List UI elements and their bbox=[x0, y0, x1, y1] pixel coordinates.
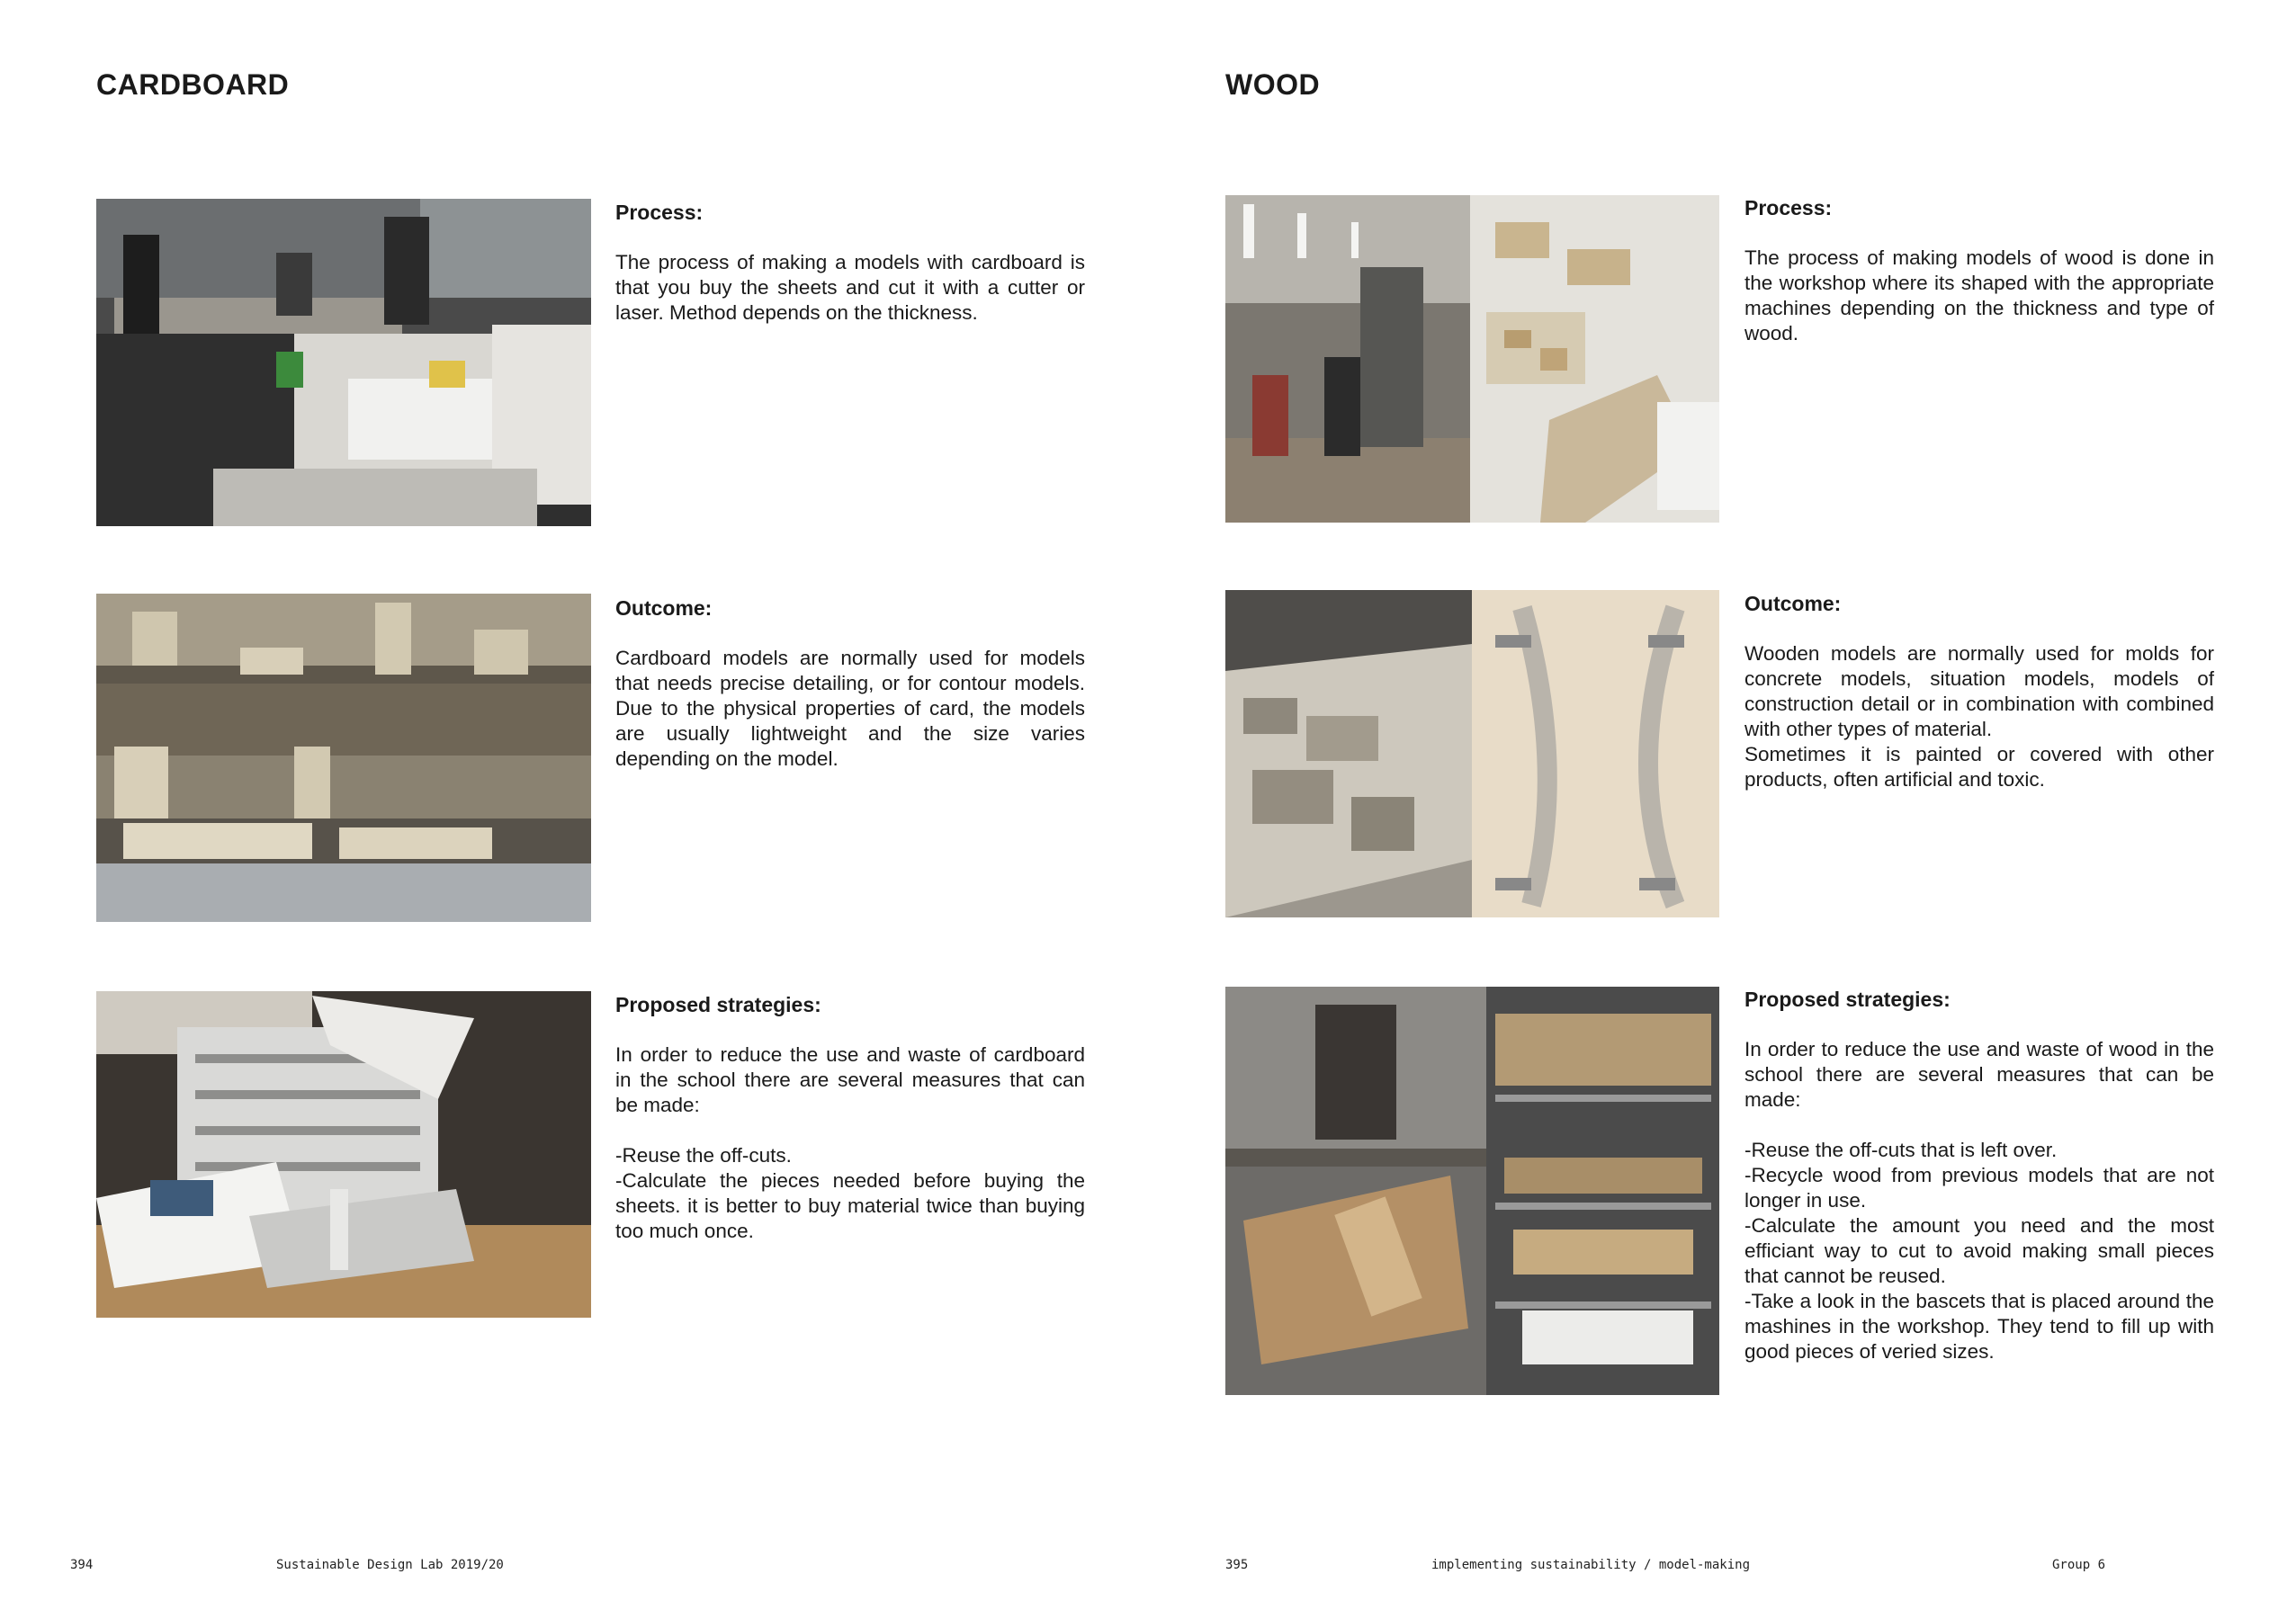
wood-process-heading: Process: bbox=[1744, 196, 1833, 219]
cardboard-strategies-photo bbox=[96, 991, 591, 1318]
cardboard-process-section bbox=[615, 200, 1085, 326]
wood-process-photo bbox=[1225, 195, 1719, 523]
wood-strategies-photo bbox=[1225, 987, 1719, 1395]
wood-outcome-photo bbox=[1225, 590, 1719, 917]
cardboard-outcome-photo bbox=[96, 594, 591, 922]
cardboard-outcome-section bbox=[615, 595, 1085, 772]
cardboard-outcome-heading: Outcome: bbox=[615, 596, 713, 620]
cardboard-outcome-text: Cardboard models are normally used for models that needs precise detailing, or for contour models. Due to the physical properties of card, the models are usually lightweight and the size varies depending on the model. bbox=[615, 647, 1085, 770]
wood-outcome-heading: Outcome: bbox=[1744, 592, 1842, 615]
right-footer-label: implementing sustainability / model-making bbox=[1431, 1558, 1751, 1572]
cardboard-page-title: CARDBOARD bbox=[96, 68, 290, 101]
wood-process-text: The process of making models of wood is done in the workshop where its shaped with the appropriate machines depending on the thickness and type of wood. bbox=[1744, 246, 2214, 344]
left-footer-label: Sustainable Design Lab 2019/20 bbox=[276, 1558, 504, 1572]
wood-outcome-section bbox=[1744, 591, 2214, 792]
cardboard-strategies-text: In order to reduce the use and waste of cardboard in the school there are several measures that can be made: -Reuse the off-cuts. -Calculate the pieces needed before buying the sheets. it is better to buy material twice than buying too much once. bbox=[615, 1043, 1085, 1242]
wood-strategies-section bbox=[1744, 987, 2214, 1364]
wood-strategies-text: In order to reduce the use and waste of wood in the school there are several measures that can be made: -Reuse the off-cuts that is left over. -Recycle wood from previous models that are not longer in use. -Calculate the amount you need and the most efficiant way to cut to avoid making small pieces that cannot be reused. -Take a look in the bascets that is placed around the mashines in the workshop. They tend to fill up with good pieces of veried sizes. bbox=[1744, 1038, 2214, 1363]
cardboard-process-text: The process of making a models with cardboard is that you buy the sheets and cut it with a cutter or laser. Method depends on the thickness. bbox=[615, 251, 1085, 324]
cardboard-strategies-section bbox=[615, 992, 1085, 1244]
cardboard-process-heading: Process: bbox=[615, 201, 704, 224]
group-label: Group 6 bbox=[2052, 1558, 2106, 1572]
cardboard-strategies-heading: Proposed strategies: bbox=[615, 993, 821, 1016]
wood-process-section bbox=[1744, 195, 2214, 346]
wood-outcome-text: Wooden models are normally used for molds for concrete models, situation models, models of construction detail or in combination with combined with other types of material. Sometimes it is painted or covered with other products, often artificial and toxic. bbox=[1744, 642, 2214, 791]
wood-strategies-heading: Proposed strategies: bbox=[1744, 988, 1951, 1011]
cardboard-process-photo bbox=[96, 199, 591, 526]
right-page-number: 395 bbox=[1225, 1558, 1249, 1572]
wood-page-title: WOOD bbox=[1225, 68, 1321, 101]
left-page-number: 394 bbox=[70, 1558, 94, 1572]
